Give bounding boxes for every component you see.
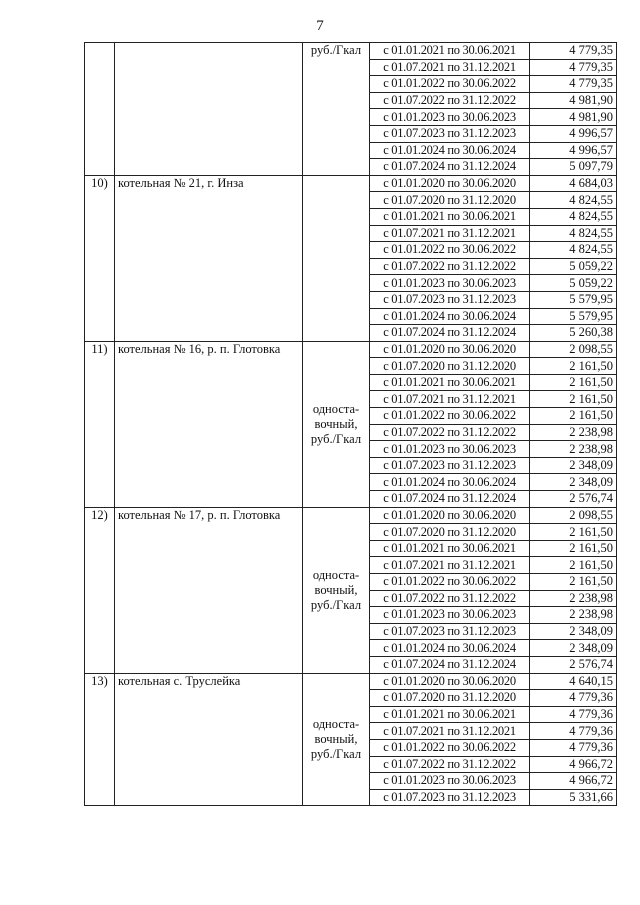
tariff-value: 2 161,50 (530, 557, 617, 574)
table-row (85, 43, 617, 60)
boiler-name: котельная с. Труслейка (115, 673, 303, 806)
tariff-period: с 01.01.2023 по 30.06.2023 (370, 607, 530, 624)
tariff-period: с 01.01.2024 по 30.06.2024 (370, 142, 530, 159)
tariff-value: 2 161,50 (530, 408, 617, 425)
tariff-period: с 01.07.2022 по 31.12.2022 (370, 590, 530, 607)
tariff-value: 5 331,66 (530, 789, 617, 806)
tariff-period: с 01.01.2023 по 30.06.2023 (370, 441, 530, 458)
table-row (85, 507, 617, 524)
tariff-value: 4 640,15 (530, 673, 617, 690)
tariff-period: с 01.01.2020 по 30.06.2020 (370, 507, 530, 524)
tariff-value: 5 059,22 (530, 258, 617, 275)
tariff-period: с 01.07.2023 по 31.12.2023 (370, 291, 530, 308)
tariff-value: 4 824,55 (530, 225, 617, 242)
table-row (85, 341, 617, 358)
tariff-period: с 01.07.2024 по 31.12.2024 (370, 159, 530, 176)
tariff-value: 2 238,98 (530, 590, 617, 607)
tariff-period: с 01.01.2021 по 30.06.2021 (370, 540, 530, 557)
tariff-value: 2 161,50 (530, 374, 617, 391)
tariff-value: 4 996,57 (530, 142, 617, 159)
tariff-value: 2 161,50 (530, 540, 617, 557)
tariff-value: 4 981,90 (530, 109, 617, 126)
tariff-period: с 01.01.2022 по 30.06.2022 (370, 76, 530, 93)
tariff-period: с 01.01.2021 по 30.06.2021 (370, 374, 530, 391)
tariff-period: с 01.01.2024 по 30.06.2024 (370, 640, 530, 657)
tariff-value: 4 824,55 (530, 192, 617, 209)
tariff-unit: односта-вочный, руб./Гкал (303, 341, 370, 507)
tariff-period: с 01.01.2021 по 30.06.2021 (370, 706, 530, 723)
tariff-value: 2 348,09 (530, 457, 617, 474)
tariff-period: с 01.01.2020 по 30.06.2020 (370, 175, 530, 192)
tariff-period: с 01.07.2023 по 31.12.2023 (370, 789, 530, 806)
tariff-value: 4 824,55 (530, 242, 617, 259)
tariff-period: с 01.07.2023 по 31.12.2023 (370, 623, 530, 640)
tariff-period: с 01.01.2024 по 30.06.2024 (370, 474, 530, 491)
tariff-value: 4 779,36 (530, 706, 617, 723)
tariff-period: с 01.07.2021 по 31.12.2021 (370, 557, 530, 574)
tariff-value: 4 779,35 (530, 59, 617, 76)
item-number: 13) (85, 673, 115, 806)
tariff-value: 2 238,98 (530, 441, 617, 458)
tariff-value: 4 966,72 (530, 756, 617, 773)
tariff-value: 2 576,74 (530, 491, 617, 508)
tariff-period: с 01.07.2023 по 31.12.2023 (370, 125, 530, 142)
item-number (85, 43, 115, 176)
tariff-period: с 01.07.2021 по 31.12.2021 (370, 723, 530, 740)
tariff-value: 4 981,90 (530, 92, 617, 109)
item-number: 12) (85, 507, 115, 673)
tariff-value: 2 576,74 (530, 656, 617, 673)
boiler-name (115, 43, 303, 176)
tariff-value: 5 059,22 (530, 275, 617, 292)
tariff-period: с 01.01.2023 по 30.06.2023 (370, 109, 530, 126)
tariff-period: с 01.01.2022 по 30.06.2022 (370, 739, 530, 756)
tariff-value: 5 579,95 (530, 308, 617, 325)
tariff-period: с 01.07.2024 по 31.12.2024 (370, 491, 530, 508)
tariff-value: 2 161,50 (530, 574, 617, 591)
tariff-value: 4 779,36 (530, 690, 617, 707)
tariff-value: 2 348,09 (530, 640, 617, 657)
table-row (85, 673, 617, 690)
tariff-value: 2 098,55 (530, 341, 617, 358)
tariff-value: 2 238,98 (530, 424, 617, 441)
tariff-period: с 01.07.2020 по 31.12.2020 (370, 524, 530, 541)
tariff-period: с 01.07.2022 по 31.12.2022 (370, 258, 530, 275)
tariff-value: 4 684,03 (530, 175, 617, 192)
tariff-value: 2 161,50 (530, 358, 617, 375)
tariff-value: 2 348,09 (530, 623, 617, 640)
tariff-table-body (85, 43, 617, 806)
tariff-period: с 01.01.2023 по 30.06.2023 (370, 773, 530, 790)
tariff-period: с 01.07.2020 по 31.12.2020 (370, 192, 530, 209)
tariff-value: 4 824,55 (530, 208, 617, 225)
item-number: 11) (85, 341, 115, 507)
tariff-value: 2 238,98 (530, 607, 617, 624)
boiler-name: котельная № 21, г. Инза (115, 175, 303, 341)
tariff-value: 5 579,95 (530, 291, 617, 308)
boiler-name: котельная № 17, р. п. Глотовка (115, 507, 303, 673)
tariff-period: с 01.01.2021 по 30.06.2021 (370, 43, 530, 60)
tariff-value: 4 779,35 (530, 43, 617, 60)
tariff-period: с 01.07.2024 по 31.12.2024 (370, 656, 530, 673)
tariff-unit: односта-вочный, руб./Гкал (303, 507, 370, 673)
tariff-table (84, 42, 617, 806)
item-number: 10) (85, 175, 115, 341)
tariff-value: 5 260,38 (530, 325, 617, 342)
tariff-unit (303, 175, 370, 341)
tariff-period: с 01.01.2020 по 30.06.2020 (370, 673, 530, 690)
tariff-period: с 01.07.2022 по 31.12.2022 (370, 756, 530, 773)
tariff-period: с 01.07.2021 по 31.12.2021 (370, 59, 530, 76)
tariff-value: 4 779,36 (530, 723, 617, 740)
tariff-period: с 01.01.2020 по 30.06.2020 (370, 341, 530, 358)
tariff-period: с 01.01.2022 по 30.06.2022 (370, 408, 530, 425)
tariff-period: с 01.07.2021 по 31.12.2021 (370, 391, 530, 408)
tariff-unit: односта-вочный, руб./Гкал (303, 673, 370, 806)
tariff-value: 2 348,09 (530, 474, 617, 491)
boiler-name: котельная № 16, р. п. Глотовка (115, 341, 303, 507)
tariff-period: с 01.07.2022 по 31.12.2022 (370, 92, 530, 109)
tariff-period: с 01.01.2023 по 30.06.2023 (370, 275, 530, 292)
tariff-period: с 01.07.2022 по 31.12.2022 (370, 424, 530, 441)
tariff-period: с 01.07.2023 по 31.12.2023 (370, 457, 530, 474)
tariff-period: с 01.07.2020 по 31.12.2020 (370, 690, 530, 707)
tariff-period: с 01.07.2024 по 31.12.2024 (370, 325, 530, 342)
tariff-period: с 01.01.2022 по 30.06.2022 (370, 574, 530, 591)
tariff-value: 5 097,79 (530, 159, 617, 176)
tariff-unit: руб./Гкал (303, 43, 370, 176)
tariff-period: с 01.01.2022 по 30.06.2022 (370, 242, 530, 259)
tariff-value: 4 779,35 (530, 76, 617, 93)
tariff-value: 2 161,50 (530, 391, 617, 408)
tariff-period: с 01.07.2021 по 31.12.2021 (370, 225, 530, 242)
tariff-period: с 01.01.2024 по 30.06.2024 (370, 308, 530, 325)
tariff-value: 2 098,55 (530, 507, 617, 524)
tariff-value: 4 966,72 (530, 773, 617, 790)
tariff-period: с 01.07.2020 по 31.12.2020 (370, 358, 530, 375)
table-row (85, 175, 617, 192)
tariff-value: 2 161,50 (530, 524, 617, 541)
tariff-value: 4 996,57 (530, 125, 617, 142)
tariff-value: 4 779,36 (530, 739, 617, 756)
page-number: 7 (316, 18, 324, 34)
tariff-period: с 01.01.2021 по 30.06.2021 (370, 208, 530, 225)
